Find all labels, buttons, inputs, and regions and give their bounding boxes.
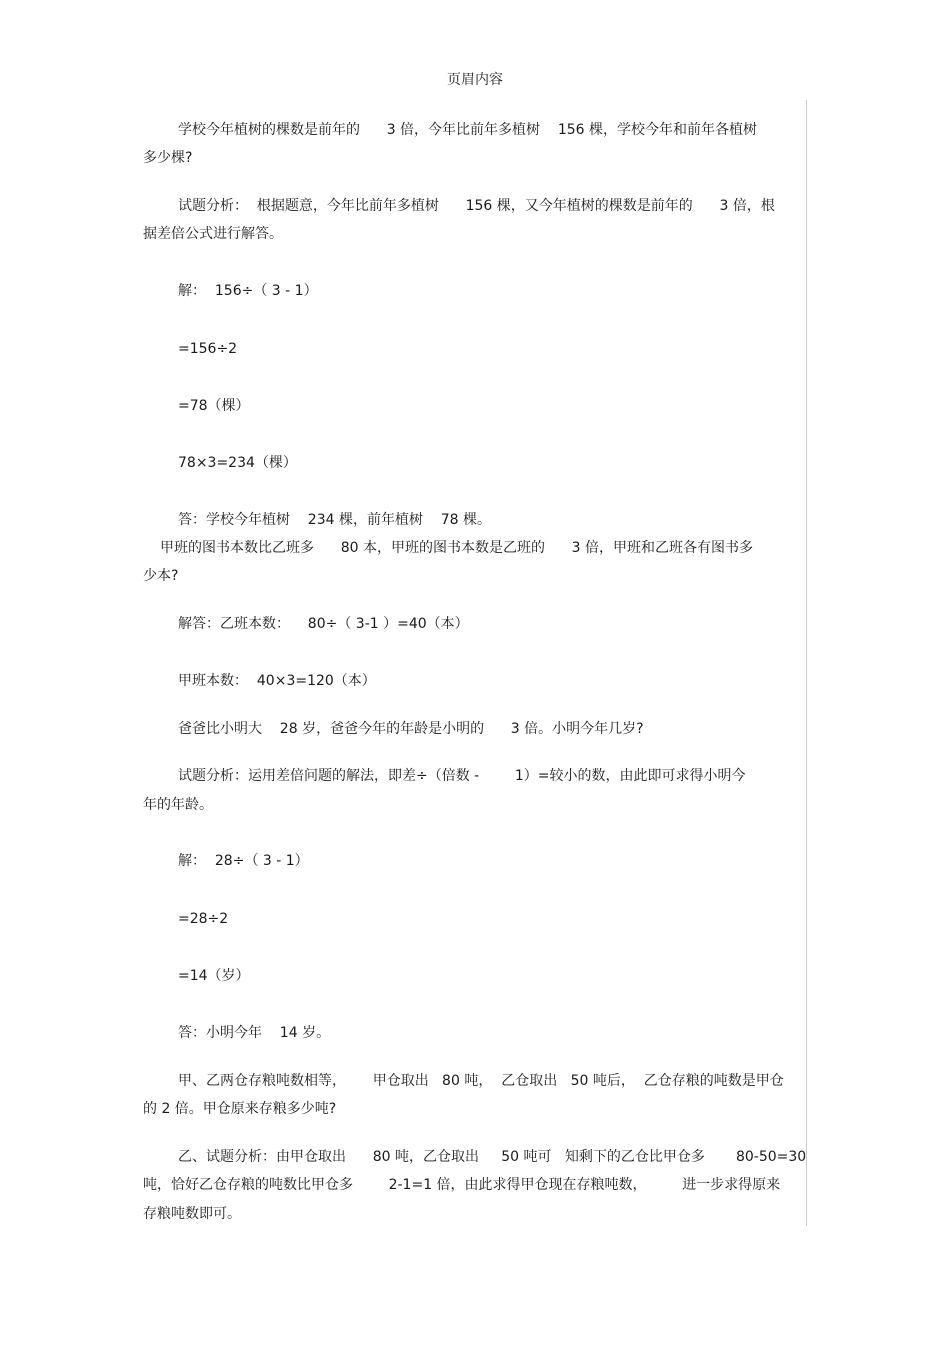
problem4-line1: 甲、乙两仓存粮吨数相等， 甲仓取出 80 吨， 乙仓取出 50 吨后， 乙仓存粮的吨数是甲仓 [178,1073,784,1089]
problem2-line1: 甲班的图书本数比乙班多 80 本，甲班的图书本数是乙班的 3 倍，甲班和乙班各有图书多 [160,540,754,556]
solution1-step2: =156÷2 [178,341,238,357]
problem2-line2: 少本? [143,568,179,584]
analysis1-line2: 据差倍公式进行解答。 [143,226,283,242]
problem1-line2: 多少棵? [143,150,193,166]
solution2-line1: 解答：乙班本数： 80÷（ 3-1 ）=40（本） [178,616,469,632]
analysis3-line1: 试题分析：运用差倍问题的解法，即差÷（倍数 - 1）=较小的数，由此即可求得小明今 [178,768,746,784]
analysis4-line3: 存粮吨数即可。 [143,1206,241,1222]
solution3-step2: =28÷2 [178,911,229,927]
problem4-line2: 的 2 倍。甲仓原来存粮多少吨? [143,1101,337,1117]
problem3-line1: 爸爸比小明大 28 岁，爸爸今年的年龄是小明的 3 倍。小明今年几岁? [178,721,644,737]
answer1: 答：学校今年植树 234 棵，前年植树 78 棵。 [178,512,492,528]
solution2-line2: 甲班本数： 40×3=120（本） [178,673,376,689]
problem1-line1: 学校今年植树的棵数是前年的 3 倍，今年比前年多植树 156 棵，学校今年和前年各植树 [178,122,758,138]
solution3-step3: =14（岁） [178,968,250,984]
page-header: 页眉内容 [447,72,503,88]
solution1-step1: 解： 156÷（ 3 - 1） [178,283,318,299]
analysis4-line2: 吨，恰好乙仓存粮的吨数比甲仓多 2-1=1 倍，由此求得甲仓现在存粮吨数， 进一步求得原来 [143,1177,781,1193]
analysis4-line1: 乙、试题分析：由甲仓取出 80 吨，乙仓取出 50 吨可 知剩下的乙仓比甲仓多 80-50=30 [178,1149,807,1165]
solution1-step3: =78（棵） [178,398,250,414]
right-margin-rule [806,100,807,1226]
solution3-step1: 解： 28÷（ 3 - 1） [178,853,309,869]
analysis1-line1: 试题分析： 根据题意，今年比前年多植树 156 棵，又今年植树的棵数是前年的 3 倍，根 [178,198,775,214]
solution1-step4: 78×3=234（棵） [178,455,297,471]
analysis3-line2: 年的年龄。 [143,797,213,813]
answer3: 答：小明今年 14 岁。 [178,1025,331,1041]
